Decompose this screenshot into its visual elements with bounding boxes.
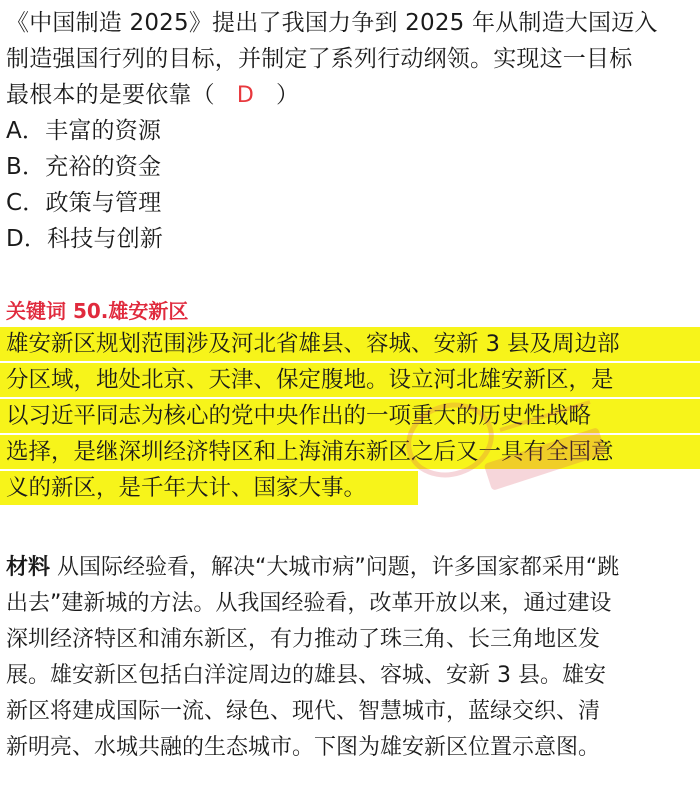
keyword-line-5: 义的新区，是千年大计、国家大事。 bbox=[6, 475, 367, 501]
keyword-title: 关键词 50.雄安新区 bbox=[6, 299, 189, 323]
material-line-5: 新区将建成国际一流、绿色、现代、智慧城市，蓝绿交织、清 bbox=[6, 699, 601, 724]
material-line-6: 新明亮、水城共融的生态城市。下图为雄安新区位置示意图。 bbox=[6, 735, 601, 760]
question-line-2: 制造强国行列的目标，并制定了系列行动纲领。实现这一目标 bbox=[6, 46, 633, 72]
keyword-line-2: 分区域，地处北京、天津、保定腹地。设立河北雄安新区，是 bbox=[6, 367, 614, 393]
option-b: B．充裕的资金 bbox=[6, 154, 162, 180]
keyword-line-4: 选择，是继深圳经济特区和上海浦东新区之后又一具有全国意 bbox=[6, 439, 614, 465]
option-a: A．丰富的资源 bbox=[6, 118, 162, 144]
material-label: 材料 bbox=[6, 555, 51, 580]
keyword-line-3: 以习近平同志为核心的党中央作出的一项重大的历史性战略 bbox=[6, 403, 592, 429]
question-line-3-text: 最根本的是要依靠（ bbox=[6, 82, 215, 108]
material-line-4: 展。雄安新区包括白洋淀周边的雄县、容城、安新 3 县。雄安 bbox=[6, 663, 606, 688]
material-line-3: 深圳经济特区和浦东新区，有力推动了珠三角、长三角地区发 bbox=[6, 627, 601, 652]
material-line-1-text: 从国际经验看，解决“大城市病”问题，许多国家都采用“跳 bbox=[50, 555, 620, 580]
option-d: D．科技与创新 bbox=[6, 226, 164, 252]
material-line-2: 出去”建新城的方法。从我国经验看，改革开放以来，通过建设 bbox=[6, 591, 612, 616]
question-line-3 bbox=[6, 80, 299, 111]
answer-close-paren: ） bbox=[275, 82, 300, 108]
answer-letter: D bbox=[236, 83, 254, 108]
material-line-1 bbox=[6, 551, 619, 585]
option-c: C．政策与管理 bbox=[6, 190, 162, 216]
keyword-line-1: 雄安新区规划范围涉及河北省雄县、容城、安新 3 县及周边部 bbox=[6, 331, 620, 357]
question-line-1: 《中国制造 2025》提出了我国力争到 2025 年从制造大国迈入 bbox=[6, 10, 658, 36]
